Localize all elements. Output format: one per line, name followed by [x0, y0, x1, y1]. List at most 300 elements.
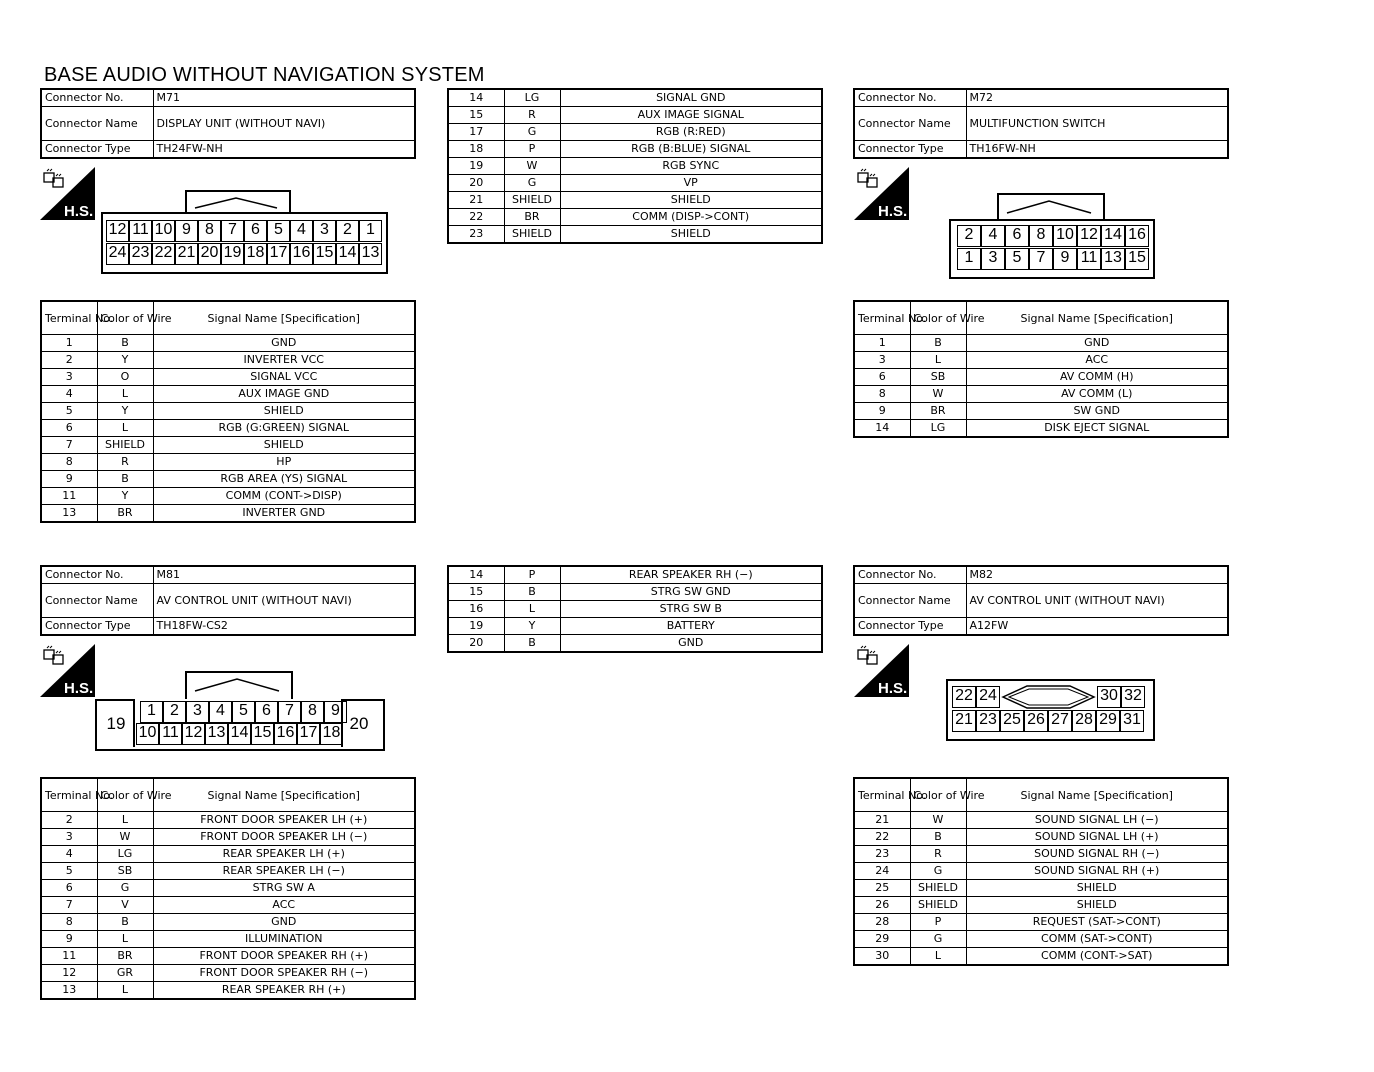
signal-name-cell: STRG SW A: [153, 880, 415, 897]
signal-name-cell: SW GND: [966, 403, 1228, 420]
signal-name-cell: COMM (CONT->DISP): [153, 488, 415, 505]
table-row: [448, 124, 822, 141]
table-row: [854, 846, 1228, 863]
pin-number: 15: [1125, 248, 1149, 270]
terminal-no-cell: 30: [854, 948, 910, 966]
table-row: [41, 846, 415, 863]
pin-number: 3: [186, 701, 209, 723]
wire-color-cell: G: [504, 124, 560, 141]
table-row: [448, 635, 822, 653]
hs-badge-m81: [40, 644, 95, 697]
wire-color-cell: B: [504, 635, 560, 653]
signal-name-cell: RGB (G:GREEN) SIGNAL: [153, 420, 415, 437]
signal-name-cell: COMM (SAT->CONT): [966, 931, 1228, 948]
hs-symbol-icon: [40, 644, 95, 697]
signal-name-cell: SHIELD: [966, 897, 1228, 914]
pin-number: 19: [221, 243, 244, 265]
wire-color-cell: Y: [97, 488, 153, 505]
hs-label: H.S.: [64, 680, 94, 697]
terminal-no-cell: 14: [854, 420, 910, 438]
pin-number: 21: [952, 710, 976, 732]
pin-number: 11: [159, 723, 182, 745]
wire-color-cell: SHIELD: [504, 226, 560, 244]
terminal-no-header: Terminal No.: [854, 778, 910, 812]
terminal-table-m81-cont: [447, 565, 823, 653]
signal-name-cell: REAR SPEAKER RH (−): [560, 566, 822, 584]
terminal-no-cell: 11: [41, 948, 97, 965]
connector-name-label: Connector Name: [41, 584, 153, 618]
signal-name-cell: VP: [560, 175, 822, 192]
signal-name-cell: SOUND SIGNAL RH (+): [966, 863, 1228, 880]
pin-number: 18: [320, 723, 343, 745]
table-row: [448, 175, 822, 192]
pin-number: 14: [336, 243, 359, 265]
color-header: Color of Wire: [97, 301, 153, 335]
terminal-no-cell: 16: [448, 601, 504, 618]
table-row: [448, 226, 822, 244]
pin-number: 23: [129, 243, 152, 265]
signal-name-cell: GND: [153, 335, 415, 352]
pin-number: 6: [244, 220, 267, 242]
table-row: [854, 863, 1228, 880]
signal-name-cell: AV COMM (L): [966, 386, 1228, 403]
terminal-no-header: Terminal No.: [41, 301, 97, 335]
terminal-no-cell: 21: [448, 192, 504, 209]
signal-name-cell: FRONT DOOR SPEAKER LH (+): [153, 812, 415, 829]
terminal-no-cell: 2: [41, 352, 97, 369]
connector-no-value: M72: [966, 89, 1228, 107]
connector-info-m82: [853, 565, 1229, 636]
signal-name-cell: REAR SPEAKER RH (+): [153, 982, 415, 1000]
connector-type-label: Connector Type: [41, 618, 153, 636]
table-row: [41, 965, 415, 982]
terminal-no-cell: 28: [854, 914, 910, 931]
pin-number: 5: [1005, 248, 1029, 270]
connector-type-label: Connector Type: [41, 141, 153, 159]
table-row: [448, 141, 822, 158]
terminal-no-cell: 26: [854, 897, 910, 914]
signal-name-cell: SHIELD: [560, 192, 822, 209]
table-row: [448, 209, 822, 226]
wire-color-cell: B: [504, 584, 560, 601]
terminal-no-header: Terminal No.: [41, 778, 97, 812]
table-row: [448, 584, 822, 601]
terminal-no-cell: 23: [448, 226, 504, 244]
wire-color-cell: LG: [97, 846, 153, 863]
pin-number: 29: [1096, 710, 1120, 732]
pin-number: 2: [336, 220, 359, 242]
hs-label: H.S.: [878, 680, 908, 697]
pin-number: 31: [1120, 710, 1144, 732]
table-row: [854, 914, 1228, 931]
wire-color-cell: SHIELD: [97, 437, 153, 454]
connector-name-value: DISPLAY UNIT (WITHOUT NAVI): [153, 107, 415, 141]
wire-color-cell: L: [97, 812, 153, 829]
pin-number: 14: [228, 723, 251, 745]
pin-number: 25: [1000, 710, 1024, 732]
table-row: [854, 403, 1228, 420]
wire-color-cell: B: [97, 335, 153, 352]
color-header: Color of Wire: [97, 778, 153, 812]
terminal-no-cell: 17: [448, 124, 504, 141]
signal-name-cell: AUX IMAGE SIGNAL: [560, 107, 822, 124]
wire-color-cell: L: [910, 352, 966, 369]
wire-color-cell: BR: [504, 209, 560, 226]
connector-name-value: AV CONTROL UNIT (WITHOUT NAVI): [153, 584, 415, 618]
wire-color-cell: G: [910, 931, 966, 948]
signal-header: Signal Name [Specification]: [153, 778, 415, 812]
table-row: [41, 829, 415, 846]
wire-color-cell: BR: [97, 948, 153, 965]
pin-number: 10: [1053, 225, 1077, 247]
terminal-no-cell: 9: [854, 403, 910, 420]
table-row: [41, 880, 415, 897]
signal-name-cell: REAR SPEAKER LH (+): [153, 846, 415, 863]
terminal-no-cell: 24: [854, 863, 910, 880]
pin-number: 6: [1005, 225, 1029, 247]
terminal-table-m71: [40, 300, 416, 523]
pin-number: 24: [976, 686, 1000, 708]
pin-number: 11: [1077, 248, 1101, 270]
signal-name-cell: SHIELD: [153, 437, 415, 454]
connector-type-value: TH16FW-NH: [966, 141, 1228, 159]
terminal-no-cell: 2: [41, 812, 97, 829]
connector-type-value: A12FW: [966, 618, 1228, 636]
table-row: [41, 437, 415, 454]
wire-color-cell: B: [97, 914, 153, 931]
wire-color-cell: L: [97, 931, 153, 948]
pin-number: 16: [274, 723, 297, 745]
terminal-no-cell: 21: [854, 812, 910, 829]
table-row: [41, 897, 415, 914]
wire-color-cell: R: [504, 107, 560, 124]
wire-color-cell: SHIELD: [910, 880, 966, 897]
table-row: [854, 420, 1228, 438]
pin-number: 6: [255, 701, 278, 723]
signal-header: Signal Name [Specification]: [153, 301, 415, 335]
signal-name-cell: SHIELD: [560, 226, 822, 244]
terminal-no-cell: 8: [41, 914, 97, 931]
signal-header: Signal Name [Specification]: [966, 301, 1228, 335]
pin-number: 12: [182, 723, 205, 745]
signal-name-cell: SIGNAL GND: [560, 89, 822, 107]
terminal-no-cell: 29: [854, 931, 910, 948]
wire-color-cell: BR: [97, 505, 153, 523]
terminal-no-cell: 13: [41, 505, 97, 523]
terminal-no-cell: 9: [41, 931, 97, 948]
signal-name-cell: RGB (R:RED): [560, 124, 822, 141]
wire-color-cell: R: [910, 846, 966, 863]
wire-color-cell: G: [504, 175, 560, 192]
terminal-no-cell: 14: [448, 89, 504, 107]
pin-number: 1: [359, 220, 382, 242]
pin-number: 11: [129, 220, 152, 242]
connector-info-m72: [853, 88, 1229, 159]
table-row: [854, 386, 1228, 403]
table-row: [448, 89, 822, 107]
hs-symbol-icon: [854, 167, 909, 220]
wire-color-cell: SHIELD: [504, 192, 560, 209]
wire-color-cell: V: [97, 897, 153, 914]
terminal-no-cell: 15: [448, 584, 504, 601]
signal-name-cell: REAR SPEAKER LH (−): [153, 863, 415, 880]
wire-color-cell: L: [97, 982, 153, 1000]
signal-name-cell: ILLUMINATION: [153, 931, 415, 948]
wire-color-cell: SB: [910, 369, 966, 386]
pin-number: 26: [1024, 710, 1048, 732]
terminal-no-cell: 5: [41, 863, 97, 880]
signal-name-cell: GND: [153, 914, 415, 931]
table-row: [448, 566, 822, 584]
table-row: [41, 335, 415, 352]
hs-badge-m71: [40, 167, 95, 220]
connector-name-label: Connector Name: [854, 584, 966, 618]
pin-number: 28: [1072, 710, 1096, 732]
terminal-no-cell: 8: [854, 386, 910, 403]
pin-number: 21: [175, 243, 198, 265]
terminal-no-cell: 23: [854, 846, 910, 863]
pin-number: 8: [301, 701, 324, 723]
hs-label: H.S.: [64, 203, 94, 220]
signal-name-cell: DISK EJECT SIGNAL: [966, 420, 1228, 438]
signal-name-cell: BATTERY: [560, 618, 822, 635]
wire-color-cell: B: [97, 471, 153, 488]
signal-name-cell: FRONT DOOR SPEAKER RH (−): [153, 965, 415, 982]
terminal-no-cell: 4: [41, 386, 97, 403]
terminal-table-m71-cont: [447, 88, 823, 244]
signal-name-cell: REQUEST (SAT->CONT): [966, 914, 1228, 931]
connector-type-label: Connector Type: [854, 141, 966, 159]
terminal-no-cell: 14: [448, 566, 504, 584]
hs-badge-m72: [854, 167, 909, 220]
signal-name-cell: RGB SYNC: [560, 158, 822, 175]
wire-color-cell: W: [910, 386, 966, 403]
pin-number: 3: [981, 248, 1005, 270]
signal-name-cell: AV COMM (H): [966, 369, 1228, 386]
signal-name-cell: SOUND SIGNAL LH (+): [966, 829, 1228, 846]
signal-header: Signal Name [Specification]: [966, 778, 1228, 812]
page-title: BASE AUDIO WITHOUT NAVIGATION SYSTEM: [44, 64, 485, 86]
terminal-no-cell: 25: [854, 880, 910, 897]
terminal-no-cell: 8: [41, 454, 97, 471]
pin-number: 24: [106, 243, 129, 265]
pin-number: 4: [290, 220, 313, 242]
table-row: [41, 488, 415, 505]
signal-name-cell: SHIELD: [153, 403, 415, 420]
table-row: [854, 352, 1228, 369]
wire-color-cell: L: [504, 601, 560, 618]
pin-number: 2: [163, 701, 186, 723]
pin-number: 10: [152, 220, 175, 242]
pin-number: 7: [221, 220, 244, 242]
table-row: [854, 880, 1228, 897]
table-row: [41, 812, 415, 829]
signal-name-cell: INVERTER VCC: [153, 352, 415, 369]
terminal-no-cell: 22: [448, 209, 504, 226]
pin-number: 19: [106, 714, 126, 733]
pin-number: 15: [251, 723, 274, 745]
connector-name-value: AV CONTROL UNIT (WITHOUT NAVI): [966, 584, 1228, 618]
wire-color-cell: W: [910, 812, 966, 829]
signal-name-cell: ACC: [153, 897, 415, 914]
table-row: [854, 369, 1228, 386]
terminal-no-cell: 19: [448, 158, 504, 175]
table-row: [854, 948, 1228, 966]
table-row: [41, 403, 415, 420]
terminal-no-cell: 19: [448, 618, 504, 635]
signal-name-cell: RGB AREA (YS) SIGNAL: [153, 471, 415, 488]
terminal-no-cell: 20: [448, 175, 504, 192]
wire-color-cell: W: [504, 158, 560, 175]
latch-icon: [191, 196, 281, 210]
pin-number: 27: [1048, 710, 1072, 732]
table-row: [41, 505, 415, 523]
pin-number: 9: [1053, 248, 1077, 270]
connector-info-m71: [40, 88, 416, 159]
signal-name-cell: FRONT DOOR SPEAKER RH (+): [153, 948, 415, 965]
table-row: [854, 829, 1228, 846]
terminal-no-cell: 13: [41, 982, 97, 1000]
pin-number: 10: [136, 723, 159, 745]
pin-number: 18: [244, 243, 267, 265]
pin-number: 20: [349, 714, 369, 733]
table-row: [448, 192, 822, 209]
terminal-no-cell: 3: [854, 352, 910, 369]
table-row: [41, 982, 415, 1000]
pin-number: 5: [267, 220, 290, 242]
connector-type-value: TH24FW-NH: [153, 141, 415, 159]
pin-number: 13: [1101, 248, 1125, 270]
table-row: [854, 812, 1228, 829]
connector-no-label: Connector No.: [41, 89, 153, 107]
terminal-no-cell: 22: [854, 829, 910, 846]
terminal-no-header: Terminal No.: [854, 301, 910, 335]
pin-number: 20: [198, 243, 221, 265]
pin-number: 17: [267, 243, 290, 265]
wire-color-cell: P: [504, 566, 560, 584]
terminal-no-cell: 7: [41, 437, 97, 454]
pin-number: 16: [290, 243, 313, 265]
pin-number: 16: [1125, 225, 1149, 247]
wire-color-cell: L: [910, 948, 966, 966]
pin-number: 5: [232, 701, 255, 723]
signal-name-cell: SOUND SIGNAL LH (−): [966, 812, 1228, 829]
table-row: [448, 618, 822, 635]
connector-no-value: M82: [966, 566, 1228, 584]
terminal-no-cell: 6: [41, 880, 97, 897]
table-row: [41, 471, 415, 488]
hs-symbol-icon: [854, 644, 909, 697]
terminal-no-cell: 4: [41, 846, 97, 863]
signal-name-cell: COMM (CONT->SAT): [966, 948, 1228, 966]
connector-name-label: Connector Name: [854, 107, 966, 141]
pin-number: 15: [313, 243, 336, 265]
terminal-no-cell: 6: [854, 369, 910, 386]
terminal-table-m81: [40, 777, 416, 1000]
hs-badge-m82: [854, 644, 909, 697]
pin-number: 13: [359, 243, 382, 265]
pin-number: 1: [957, 248, 981, 270]
table-row: [448, 107, 822, 124]
terminal-no-cell: 6: [41, 420, 97, 437]
wire-color-cell: Y: [97, 352, 153, 369]
terminal-no-cell: 9: [41, 471, 97, 488]
signal-name-cell: STRG SW B: [560, 601, 822, 618]
signal-name-cell: ACC: [966, 352, 1228, 369]
hs-label: H.S.: [878, 203, 908, 220]
color-header: Color of Wire: [910, 778, 966, 812]
connector-name-label: Connector Name: [41, 107, 153, 141]
wire-color-cell: BR: [910, 403, 966, 420]
wire-color-cell: B: [910, 335, 966, 352]
table-row: [448, 601, 822, 618]
table-row: [41, 454, 415, 471]
connector-no-label: Connector No.: [854, 566, 966, 584]
pin-number: 8: [198, 220, 221, 242]
latch-icon: [191, 677, 283, 693]
table-row: [854, 335, 1228, 352]
pin-number: 1: [140, 701, 163, 723]
signal-name-cell: SOUND SIGNAL RH (−): [966, 846, 1228, 863]
wire-color-cell: O: [97, 369, 153, 386]
wire-color-cell: B: [910, 829, 966, 846]
wire-color-cell: SHIELD: [910, 897, 966, 914]
wire-color-cell: Y: [504, 618, 560, 635]
connector-name-value: MULTIFUNCTION SWITCH: [966, 107, 1228, 141]
pin-number: 3: [313, 220, 336, 242]
signal-name-cell: STRG SW GND: [560, 584, 822, 601]
signal-name-cell: SIGNAL VCC: [153, 369, 415, 386]
terminal-no-cell: 11: [41, 488, 97, 505]
pin-number: 2: [957, 225, 981, 247]
connector-no-label: Connector No.: [854, 89, 966, 107]
table-row: [41, 369, 415, 386]
key-diamond-icon: [1001, 685, 1096, 709]
terminal-no-cell: 3: [41, 369, 97, 386]
pin-number: 7: [1029, 248, 1053, 270]
table-row: [41, 420, 415, 437]
wire-color-cell: SB: [97, 863, 153, 880]
pin-number: 17: [297, 723, 320, 745]
wire-color-cell: G: [97, 880, 153, 897]
wire-color-cell: L: [97, 420, 153, 437]
table-row: [448, 158, 822, 175]
table-row: [41, 931, 415, 948]
wire-color-cell: P: [910, 914, 966, 931]
wire-color-cell: LG: [910, 420, 966, 438]
pin-number: 12: [106, 220, 129, 242]
terminal-no-cell: 20: [448, 635, 504, 653]
connector-type-label: Connector Type: [854, 618, 966, 636]
connector-no-value: M81: [153, 566, 415, 584]
pin-number: 8: [1029, 225, 1053, 247]
table-row: [41, 914, 415, 931]
signal-name-cell: HP: [153, 454, 415, 471]
pin-number: 9: [324, 701, 347, 723]
terminal-no-cell: 18: [448, 141, 504, 158]
connector-info-m81: [40, 565, 416, 636]
terminal-no-cell: 12: [41, 965, 97, 982]
signal-name-cell: COMM (DISP->CONT): [560, 209, 822, 226]
signal-name-cell: INVERTER GND: [153, 505, 415, 523]
pin-number: 14: [1101, 225, 1125, 247]
table-row: [41, 863, 415, 880]
connector-no-value: M71: [153, 89, 415, 107]
terminal-no-cell: 7: [41, 897, 97, 914]
pin-number: 30: [1097, 686, 1121, 708]
wire-color-cell: G: [910, 863, 966, 880]
hs-symbol-icon: [40, 167, 95, 220]
